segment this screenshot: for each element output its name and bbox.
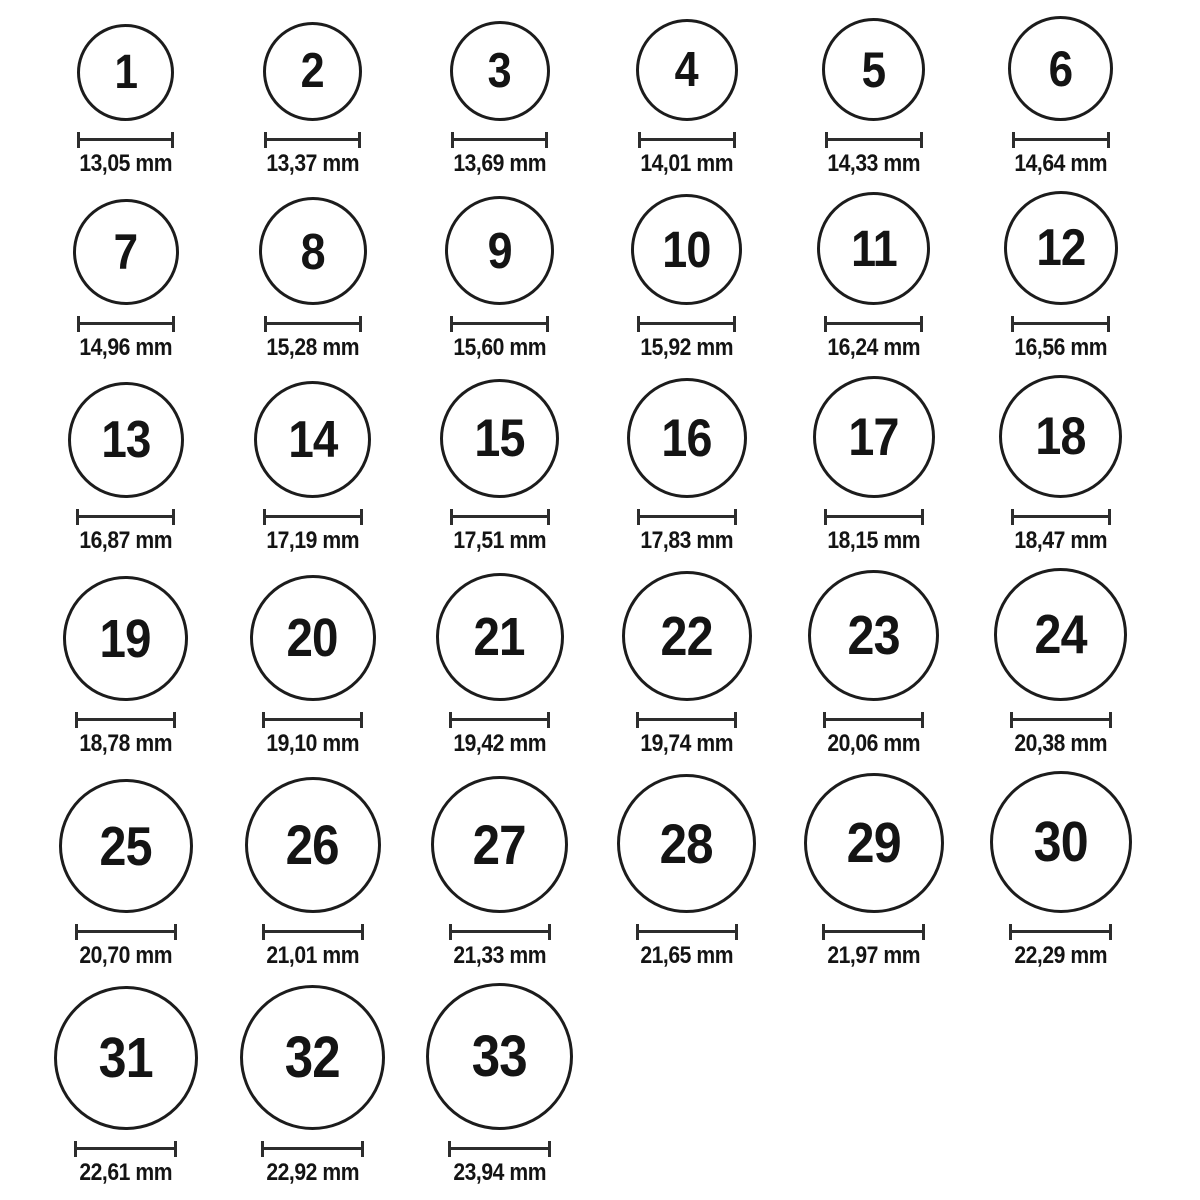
measure-endcap-right-icon — [734, 712, 737, 728]
diameter-measure-line — [77, 316, 175, 332]
measure-endcap-right-icon — [1109, 924, 1112, 940]
measure-endcap-right-icon — [1107, 132, 1110, 148]
ring-circle — [627, 378, 747, 498]
diameter-label: 14,96 mm — [79, 334, 172, 361]
ring-circle — [245, 777, 381, 913]
ring-size-number: 33 — [471, 1023, 527, 1089]
ring-size-cell — [32, 986, 219, 1186]
ring-circle — [990, 771, 1132, 913]
diameter-measure-line — [75, 712, 176, 728]
measure-endcap-right-icon — [358, 132, 361, 148]
measure-bar — [824, 322, 923, 325]
ring-circle — [59, 779, 193, 913]
measure-endcap-right-icon — [360, 509, 363, 525]
measure-bar — [637, 515, 737, 518]
ring-size-number: 27 — [472, 812, 527, 876]
measure-bar — [450, 515, 550, 518]
diameter-measure-line — [1010, 712, 1112, 728]
measure-bar — [449, 718, 550, 721]
ring-size-cell — [967, 568, 1154, 757]
ring-size-cell — [32, 576, 219, 757]
ring-size-cell — [32, 382, 219, 554]
measure-bar — [450, 322, 549, 325]
diameter-label: 20,70 mm — [79, 942, 172, 969]
ring-size-number: 30 — [1033, 809, 1088, 874]
ring-size-cell — [219, 777, 406, 969]
ring-size-cell — [32, 199, 219, 361]
diameter-measure-line — [264, 316, 362, 332]
measure-endcap-right-icon — [172, 316, 175, 332]
ring-size-number: 9 — [487, 222, 512, 279]
ring-size-cell — [406, 21, 593, 177]
ring-size-number: 2 — [300, 44, 325, 98]
diameter-label: 22,92 mm — [266, 1159, 359, 1186]
ring-size-row — [32, 771, 1200, 969]
measure-endcap-right-icon — [547, 509, 550, 525]
measure-endcap-right-icon — [1108, 509, 1111, 525]
measure-endcap-right-icon — [1107, 316, 1110, 332]
measure-bar — [77, 138, 174, 141]
diameter-measure-line — [823, 712, 924, 728]
ring-size-cell — [967, 771, 1154, 969]
measure-endcap-right-icon — [920, 316, 923, 332]
ring-size-row — [32, 568, 1200, 757]
ring-size-cell — [780, 773, 967, 969]
measure-bar — [262, 930, 364, 933]
measure-endcap-right-icon — [1109, 712, 1112, 728]
ring-size-number: 11 — [850, 220, 897, 277]
diameter-measure-line — [261, 1141, 364, 1157]
ring-size-cell — [406, 573, 593, 757]
diameter-label: 17,83 mm — [640, 527, 733, 554]
ring-circle — [250, 575, 376, 701]
diameter-label: 13,05 mm — [79, 150, 172, 177]
diameter-label: 17,51 mm — [453, 527, 546, 554]
ring-circle — [999, 375, 1122, 498]
diameter-measure-line — [76, 509, 175, 525]
ring-circle — [254, 381, 371, 498]
diameter-measure-line — [825, 132, 923, 148]
ring-circle — [240, 985, 385, 1130]
diameter-measure-line — [75, 924, 177, 940]
measure-endcap-right-icon — [174, 924, 177, 940]
diameter-label: 13,37 mm — [266, 150, 359, 177]
ring-size-number: 19 — [99, 608, 152, 669]
diameter-measure-line — [262, 924, 364, 940]
ring-circle — [631, 194, 742, 305]
ring-circle — [994, 568, 1127, 701]
measure-bar — [264, 138, 361, 141]
measure-bar — [74, 1147, 177, 1150]
diameter-measure-line — [1011, 509, 1111, 525]
diameter-label: 21,97 mm — [827, 942, 920, 969]
diameter-measure-line — [824, 316, 923, 332]
ring-size-cell — [593, 571, 780, 757]
measure-endcap-right-icon — [734, 509, 737, 525]
ring-size-cell — [593, 194, 780, 361]
ring-circle — [622, 571, 752, 701]
diameter-measure-line — [824, 509, 924, 525]
measure-endcap-right-icon — [921, 712, 924, 728]
ring-size-cell — [593, 774, 780, 969]
diameter-label: 21,33 mm — [453, 942, 546, 969]
ring-size-cell — [780, 376, 967, 554]
ring-size-number: 3 — [487, 43, 512, 98]
ring-size-number: 17 — [848, 407, 899, 467]
diameter-label: 22,61 mm — [79, 1159, 172, 1186]
measure-bar — [262, 718, 363, 721]
ring-size-number: 10 — [662, 221, 711, 278]
ring-size-cell — [780, 192, 967, 361]
measure-bar — [825, 138, 923, 141]
diameter-label: 14,33 mm — [827, 150, 920, 177]
diameter-label: 15,60 mm — [453, 334, 546, 361]
ring-size-number: 1 — [114, 45, 137, 99]
ring-size-number: 13 — [100, 411, 151, 469]
measure-bar — [451, 138, 548, 141]
ring-size-cell — [219, 985, 406, 1186]
ring-size-row — [32, 191, 1200, 361]
diameter-label: 16,56 mm — [1014, 334, 1107, 361]
ring-circle — [636, 19, 738, 121]
ring-size-row — [32, 16, 1200, 177]
measure-endcap-right-icon — [359, 316, 362, 332]
diameter-label: 19,42 mm — [453, 730, 546, 757]
measure-bar — [75, 718, 176, 721]
diameter-measure-line — [74, 1141, 177, 1157]
ring-size-number: 22 — [660, 604, 713, 667]
ring-size-cell — [219, 381, 406, 554]
ring-size-cell — [32, 779, 219, 969]
ring-size-number: 24 — [1034, 603, 1087, 665]
ring-size-number: 20 — [286, 608, 339, 668]
measure-endcap-right-icon — [920, 132, 923, 148]
diameter-measure-line — [637, 509, 737, 525]
diameter-label: 17,19 mm — [266, 527, 359, 554]
diameter-label: 18,15 mm — [827, 527, 920, 554]
measure-endcap-right-icon — [171, 132, 174, 148]
ring-circle — [817, 192, 930, 305]
measure-bar — [448, 1147, 551, 1150]
diameter-measure-line — [1009, 924, 1112, 940]
ring-circle — [263, 22, 362, 121]
measure-bar — [264, 322, 362, 325]
diameter-measure-line — [263, 509, 363, 525]
diameter-measure-line — [1012, 132, 1110, 148]
ring-size-row — [32, 375, 1200, 554]
ring-size-cell — [406, 379, 593, 554]
ring-size-number: 4 — [674, 42, 699, 97]
ring-size-number: 32 — [284, 1024, 340, 1090]
ring-size-cell — [406, 983, 593, 1186]
ring-size-number: 14 — [287, 410, 338, 469]
measure-bar — [823, 718, 924, 721]
ring-size-cell — [593, 19, 780, 177]
diameter-measure-line — [822, 924, 925, 940]
diameter-label: 16,24 mm — [827, 334, 920, 361]
diameter-measure-line — [77, 132, 174, 148]
ring-size-number: 26 — [285, 813, 340, 876]
diameter-label: 23,94 mm — [453, 1159, 546, 1186]
ring-size-cell — [219, 575, 406, 757]
measure-bar — [75, 930, 177, 933]
ring-circle — [822, 18, 925, 121]
diameter-label: 22,29 mm — [1014, 942, 1107, 969]
ring-circle — [54, 986, 198, 1130]
diameter-label: 15,28 mm — [266, 334, 359, 361]
ring-size-cell — [406, 776, 593, 969]
diameter-label: 20,38 mm — [1014, 730, 1107, 757]
measure-endcap-right-icon — [547, 712, 550, 728]
diameter-label: 19,10 mm — [266, 730, 359, 757]
diameter-label: 18,78 mm — [79, 730, 172, 757]
ring-size-cell — [593, 378, 780, 554]
diameter-measure-line — [449, 924, 551, 940]
ring-size-cell — [780, 18, 967, 177]
measure-endcap-right-icon — [172, 509, 175, 525]
diameter-label: 13,69 mm — [453, 150, 546, 177]
measure-endcap-right-icon — [360, 712, 363, 728]
diameter-measure-line — [451, 132, 548, 148]
measure-endcap-right-icon — [548, 1141, 551, 1157]
diameter-measure-line — [1011, 316, 1110, 332]
measure-endcap-right-icon — [361, 1141, 364, 1157]
measure-endcap-right-icon — [548, 924, 551, 940]
ring-circle — [808, 570, 939, 701]
measure-bar — [261, 1147, 364, 1150]
ring-size-number: 21 — [473, 607, 526, 667]
diameter-label: 15,92 mm — [640, 334, 733, 361]
diameter-measure-line — [637, 316, 736, 332]
ring-size-number: 25 — [99, 814, 152, 877]
measure-bar — [1009, 930, 1112, 933]
ring-circle — [436, 573, 564, 701]
measure-bar — [263, 515, 363, 518]
measure-bar — [77, 322, 175, 325]
ring-circle — [259, 197, 367, 305]
diameter-label: 20,06 mm — [827, 730, 920, 757]
ring-circle — [813, 376, 935, 498]
ring-size-number: 7 — [113, 224, 138, 280]
ring-size-number: 8 — [300, 222, 325, 280]
measure-endcap-right-icon — [922, 924, 925, 940]
measure-bar — [638, 138, 736, 141]
measure-endcap-right-icon — [546, 316, 549, 332]
ring-size-number: 31 — [98, 1025, 153, 1090]
measure-bar — [822, 930, 925, 933]
diameter-measure-line — [450, 509, 550, 525]
ring-size-cell — [967, 375, 1154, 554]
measure-bar — [449, 930, 551, 933]
diameter-measure-line — [264, 132, 361, 148]
ring-circle — [1004, 191, 1118, 305]
ring-circle — [450, 21, 550, 121]
measure-endcap-right-icon — [735, 924, 738, 940]
ring-size-number: 28 — [659, 811, 714, 875]
ring-circle — [445, 196, 554, 305]
measure-bar — [1011, 515, 1111, 518]
measure-bar — [1012, 138, 1110, 141]
ring-size-number: 16 — [661, 408, 712, 468]
diameter-label: 14,64 mm — [1014, 150, 1107, 177]
ring-circle — [73, 199, 179, 305]
ring-size-number: 18 — [1035, 407, 1086, 466]
diameter-measure-line — [450, 316, 549, 332]
diameter-measure-line — [448, 1141, 551, 1157]
ring-circle — [1008, 16, 1113, 121]
diameter-label: 14,01 mm — [640, 150, 733, 177]
diameter-label: 19,74 mm — [640, 730, 733, 757]
ring-size-row — [32, 983, 1200, 1186]
ring-circle — [68, 382, 184, 498]
diameter-label: 16,87 mm — [79, 527, 172, 554]
diameter-label: 18,47 mm — [1014, 527, 1107, 554]
ring-size-cell — [32, 24, 219, 177]
diameter-measure-line — [636, 712, 737, 728]
measure-bar — [76, 515, 175, 518]
measure-endcap-right-icon — [921, 509, 924, 525]
ring-size-number: 15 — [474, 409, 525, 468]
measure-bar — [637, 322, 736, 325]
ring-size-number: 5 — [861, 41, 886, 98]
measure-bar — [824, 515, 924, 518]
ring-size-cell — [406, 196, 593, 361]
measure-bar — [636, 930, 738, 933]
diameter-label: 21,65 mm — [640, 942, 733, 969]
measure-endcap-right-icon — [361, 924, 364, 940]
ring-circle — [426, 983, 573, 1130]
ring-circle — [440, 379, 559, 498]
diameter-measure-line — [638, 132, 736, 148]
ring-size-number: 23 — [847, 604, 900, 666]
ring-size-number: 6 — [1048, 40, 1073, 97]
measure-bar — [1010, 718, 1112, 721]
diameter-measure-line — [636, 924, 738, 940]
ring-circle — [804, 773, 944, 913]
ring-size-number: 12 — [1035, 219, 1086, 277]
measure-bar — [636, 718, 737, 721]
measure-endcap-right-icon — [173, 712, 176, 728]
diameter-measure-line — [449, 712, 550, 728]
ring-size-cell — [219, 22, 406, 177]
ring-circle — [63, 576, 188, 701]
ring-size-cell — [780, 570, 967, 757]
ring-circle — [617, 774, 756, 913]
ring-size-number: 29 — [846, 810, 901, 875]
measure-endcap-right-icon — [733, 132, 736, 148]
ring-size-cell — [967, 16, 1154, 177]
diameter-label: 21,01 mm — [266, 942, 359, 969]
ring-circle — [77, 24, 174, 121]
measure-endcap-right-icon — [174, 1141, 177, 1157]
ring-size-cell — [219, 197, 406, 361]
ring-size-cell — [967, 191, 1154, 361]
measure-endcap-right-icon — [733, 316, 736, 332]
measure-endcap-right-icon — [545, 132, 548, 148]
measure-bar — [1011, 322, 1110, 325]
ring-circle — [431, 776, 568, 913]
diameter-measure-line — [262, 712, 363, 728]
